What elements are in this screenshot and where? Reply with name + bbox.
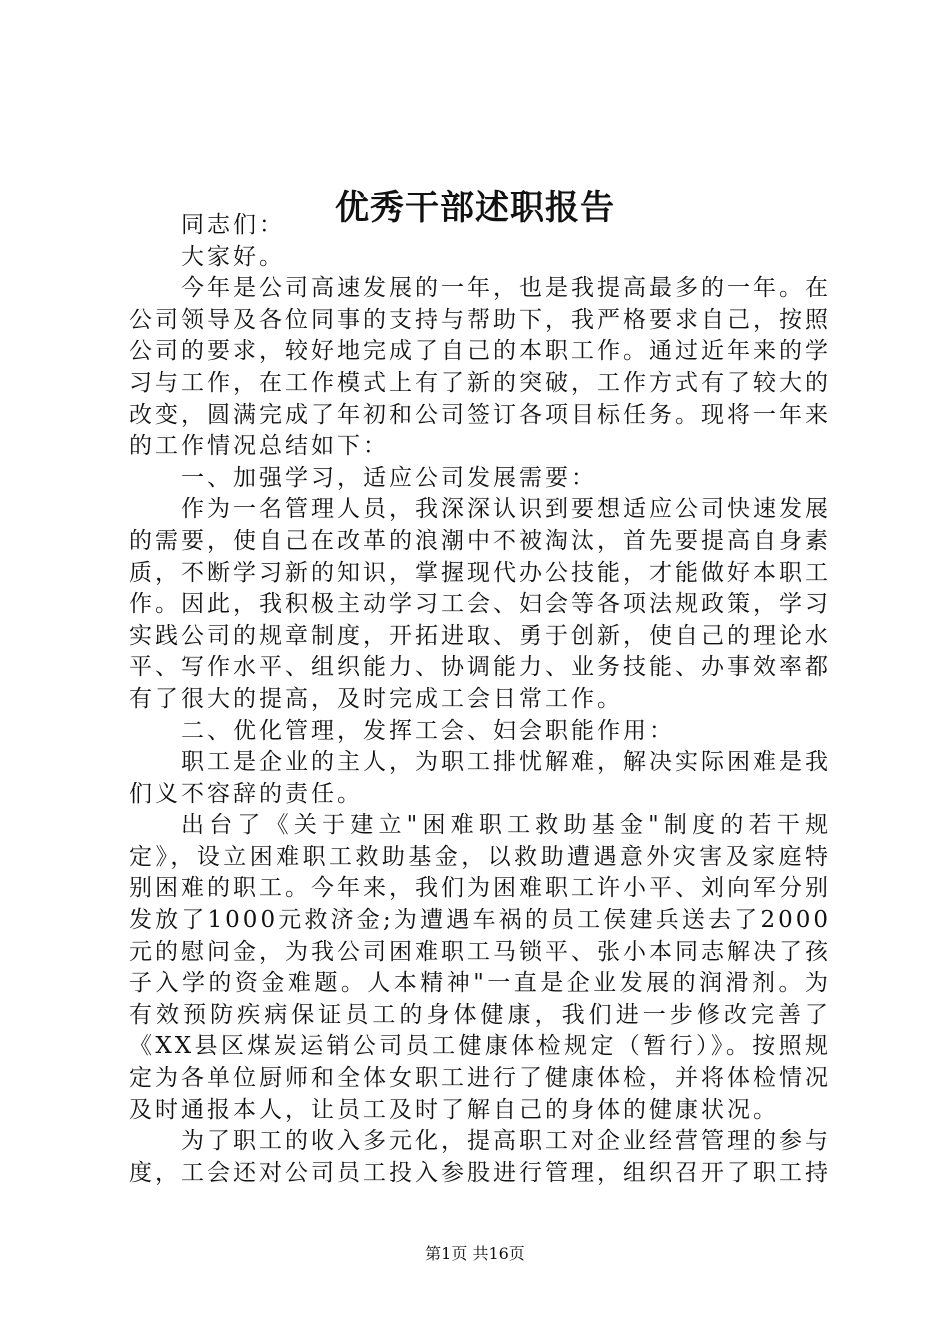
paragraph-employees: 职工是企业的主人，为职工排忧解难，解决实际困难是我们义不容辞的责任。 — [129, 749, 831, 807]
paragraph-intro: 今年是公司高速发展的一年，也是我提高最多的一年。在公司领导及各位同事的支持与帮助下，我严格要求自己，按照公司的要求，较好地完成了自己的本职工作。通过近年来的学习与工作，在工作模式上有了新的突破，工作方式有了较大的改变，圆满完成了年初和公司签订各项目标任务。现将一年来的工作情况总结如下： — [129, 275, 831, 460]
section-heading-1: 一、加强学习，适应公司发展需要： — [181, 464, 597, 491]
document-body — [129, 210, 831, 1189]
paragraph-income: 为了职工的收入多元化，提高职工对企业经营管理的参与度，工会还对公司员工投入参股进行管理，组织召开了职工持 — [129, 1128, 831, 1186]
paragraph-greeting: 同志们： — [181, 212, 285, 238]
page-footer: 第1页 共16页 — [425, 1244, 525, 1263]
paragraph-study: 作为一名管理人员，我深深认识到要想适应公司快速发展的需要，使自己在改革的浪潮中不被淘汰，首先要提高自身素质，不断学习新的知识，掌握现代办公技能，才能做好本职工作。因此，我积极主动学习工会、妇会等各项法规政策，学习实践公司的规章制度，开拓进取、勇于创新，使自己的理论水平、写作水平、组织能力、协调能力、业务技能、办事效率都有了很大的提高，及时完成工会日常工作。 — [129, 496, 831, 712]
document-title: 优秀干部述职报告 — [335, 188, 615, 228]
paragraph-hello: 大家好。 — [181, 243, 285, 270]
paragraph-relief-fund: 出台了《关于建立"困难职工救助基金"制度的若干规定》，设立困难职工救助基金，以救助遭遇意外灾害及家庭特别困难的职工。今年来，我们为困难职工许小平、刘向军分别发放了1000元救济金;为遭遇车祸的员工侯建兵送去了2000元的慰问金，为我公司困难职工马锁平、张小本同志解决了孩子入学的资金难题。人本精神"一直是企业发展的润滑剂。为有效预防疾病保证员工的身体健康，我们进一步修改完善了《XX县区煤炭运销公司员工健康体检规定（暂行）》。按照规定为各单位厨师和全体女职工进行了健康体检，并将体检情况及时通报本人，让员工及时了解自己的身体的健康状况。 — [129, 812, 831, 1123]
section-heading-2: 二、优化管理，发挥工会、妇会职能作用： — [181, 717, 675, 744]
